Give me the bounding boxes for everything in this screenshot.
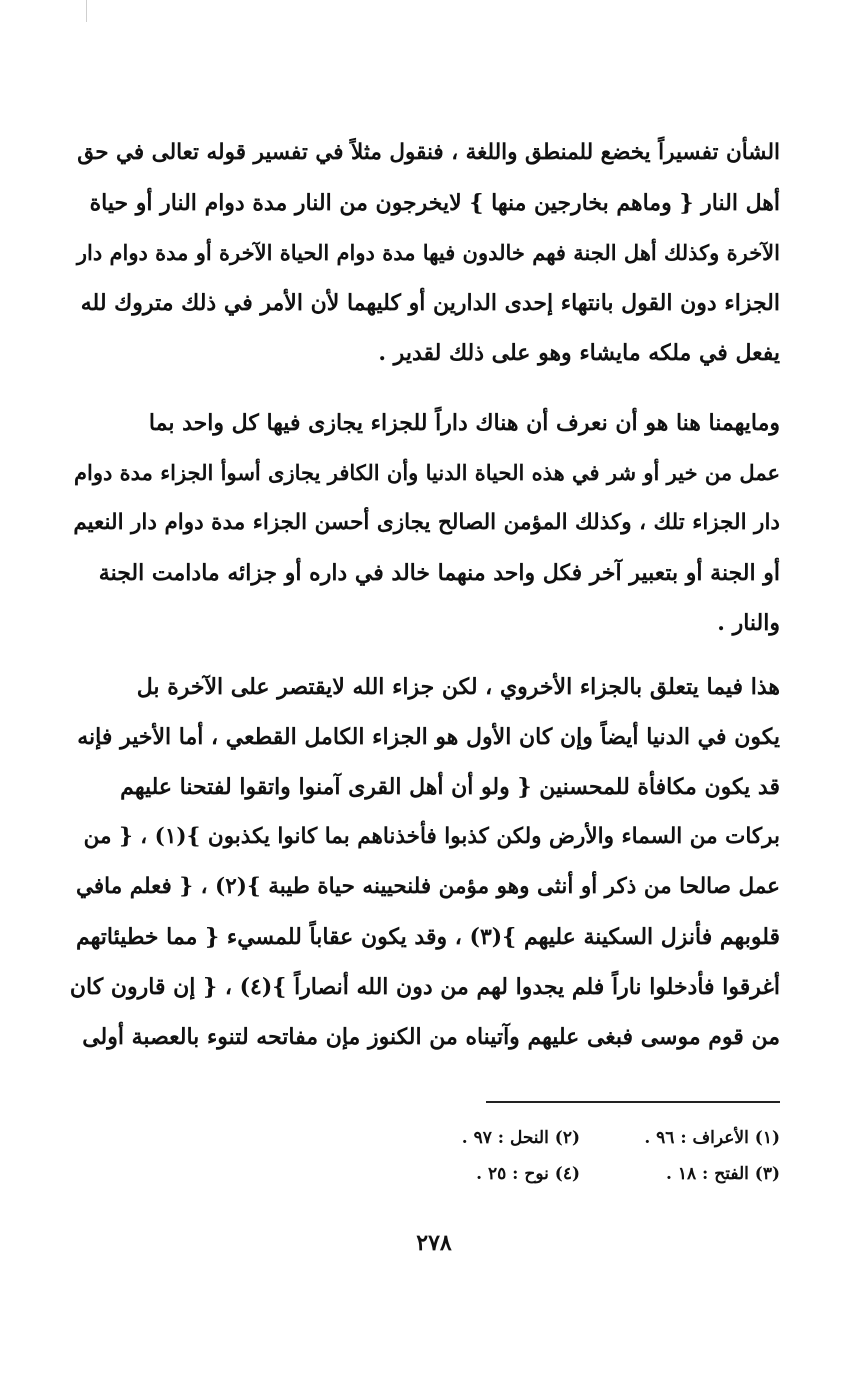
paragraph-3 xyxy=(70,662,780,1062)
text-line: عمل من خير أو شر في هذه الحياة الدنيا وأن الكافر يجازى أسوأ الجزاء مدة دوام xyxy=(74,460,780,485)
footnote-row xyxy=(380,1156,780,1192)
text-line: عمل صالحا من ذكر أو أنثى وهو مؤمن فلنحيينه حياة طيبة }(٢) ، { فعلم مافي xyxy=(75,874,780,899)
text-line: أهل النار { وماهم بخارجين منها } لايخرجون من النار مدة دوام النار أو حياة xyxy=(89,190,780,216)
text-line: بركات من السماء والأرض ولكن كذبوا فأخذناهم بما كانوا يكذبون }(١) ، { من xyxy=(83,824,780,849)
text-line: الآخرة وكذلك أهل الجنة فهم خالدون فيها مدة دوام الحياة الآخرة أو مدة دوام دار xyxy=(76,240,780,265)
text-line: يكون في الدنيا أيضاً وإن كان الأول هو الجزاء الكامل القطعي ، أما الأخير فإنه xyxy=(77,724,780,750)
text-line: الشأن تفسيراً يخضع للمنطق واللغة ، فنقول مثلاً في تفسير قوله تعالى في حق xyxy=(77,140,780,165)
text-line: يفعل في ملكه مايشاء وهو على ذلك لقدير . xyxy=(378,340,780,366)
paragraph-2 xyxy=(70,398,780,648)
text-line: أغرقوا فأدخلوا ناراً فلم يجدوا لهم من دون الله أنصاراً }(٤) ، { إن قارون كان xyxy=(70,974,780,1000)
text-line: والنار . xyxy=(717,610,780,636)
footnote: (٤) نوح : ٢٥ . xyxy=(476,1164,580,1184)
text-line: دار الجزاء تلك ، وكذلك المؤمن الصالح يجازى أحسن الجزاء مدة دوام دار النعيم xyxy=(73,510,780,535)
paragraph-1 xyxy=(70,128,780,378)
footnote: (٢) النحل : ٩٧ . xyxy=(461,1128,580,1148)
scan-edge-mark xyxy=(86,0,87,22)
footnote: (٣) الفتح : ١٨ . xyxy=(666,1164,780,1184)
text-line: قلوبهم فأنزل السكينة عليهم }(٣) ، وقد يكون عقاباً للمسيء { مما خطيئاتهم xyxy=(75,924,780,950)
text-line: قد يكون مكافأة للمحسنين { ولو أن أهل القرى آمنوا واتقوا لفتحنا عليهم xyxy=(120,774,780,800)
text-line: الجزاء دون القول بانتهاء إحدى الدارين أو كليهما لأن الأمر في ذلك متروك لله xyxy=(80,290,780,316)
text-line: من قوم موسى فبغى عليهم وآتيناه من الكنوز مإن مفاتحه لتنوء بالعصبة أولى xyxy=(82,1024,780,1050)
footnote-row xyxy=(380,1120,780,1156)
footnote: (١) الأعراف : ٩٦ . xyxy=(644,1128,780,1148)
footnote-divider xyxy=(486,1101,780,1103)
page-number: ٢٧٨ xyxy=(416,1230,452,1256)
text-line: أو الجنة أو بتعبير آخر فكل واحد منهما خالد في داره أو جزائه مادامت الجنة xyxy=(98,560,780,586)
text-line: ومايهمنا هنا هو أن نعرف أن هناك داراً للجزاء يجازى فيها كل واحد بما xyxy=(148,410,780,436)
text-line: هذا فيما يتعلق بالجزاء الأخروي ، لكن جزاء الله لايقتصر على الآخرة بل xyxy=(136,674,780,700)
footnotes xyxy=(380,1120,780,1192)
